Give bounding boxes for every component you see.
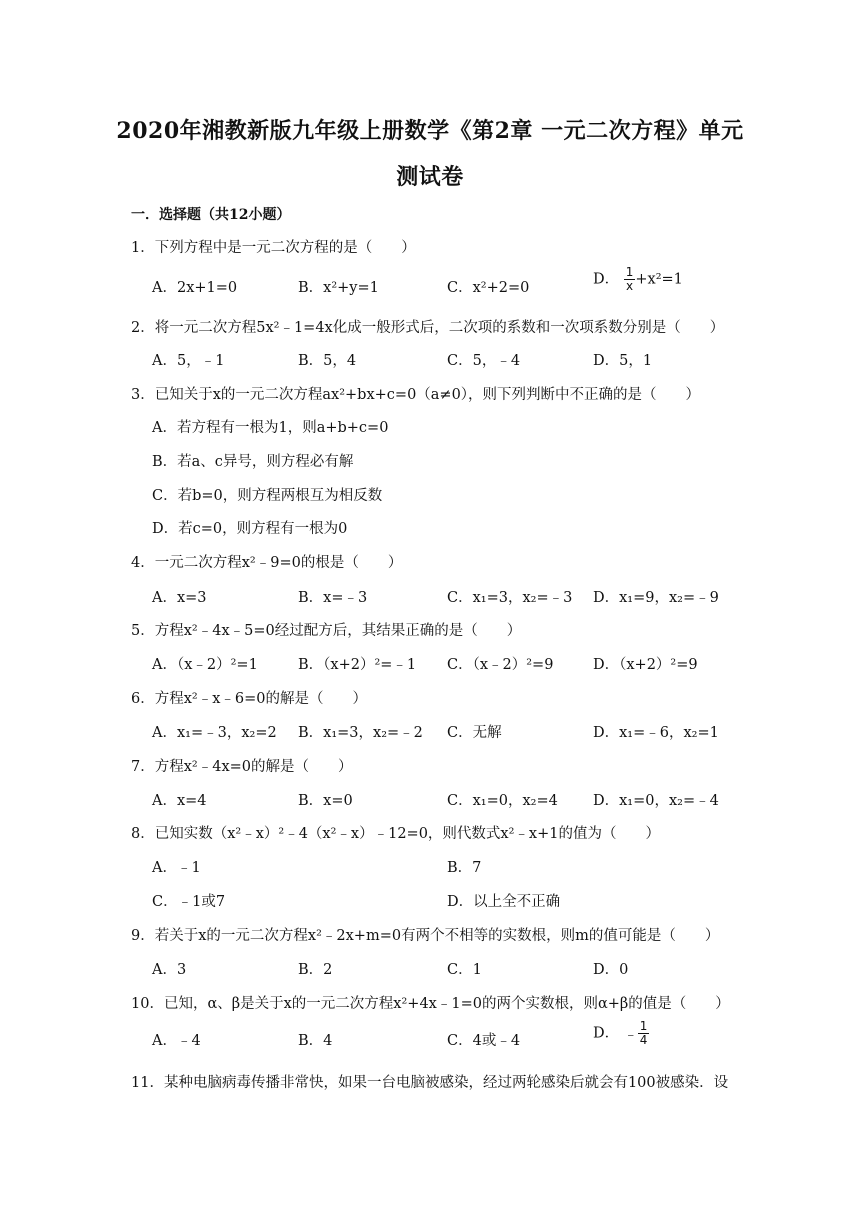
- question-1-option-d-label: D．: [593, 271, 620, 288]
- question-7-stem: 7．方程x²﹣4x=0的解是（ ）: [131, 759, 353, 775]
- question-4-option-b: B．x=﹣3: [298, 590, 368, 606]
- question-10-option-d: [593, 1020, 649, 1047]
- question-2-option-b: B．5，4: [298, 353, 357, 369]
- question-7-option-c: C．x₁=0，x₂=4: [447, 793, 558, 809]
- question-9-option-d: D．0: [593, 962, 629, 978]
- question-9-option-b: B．2: [298, 962, 333, 978]
- question-7-option-d: D．x₁=0，x₂=﹣4: [593, 793, 719, 809]
- question-11-stem: 11．某种电脑病毒传播非常快，如果一台电脑被感染，经过两轮感染后就会有100被感染．设: [131, 1075, 729, 1091]
- question-8-option-d: D．以上全不正确: [447, 894, 561, 910]
- question-9-option-a: A．3: [152, 962, 187, 978]
- question-8-option-c: C．﹣1或7: [152, 894, 226, 910]
- question-5-option-a: A．（x﹣2）²=1: [152, 657, 258, 673]
- section-heading: 一．选择题（共12小题）: [131, 207, 291, 223]
- question-1-option-c: C．x²+2=0: [447, 280, 530, 296]
- document-title-line-2: 测试卷: [396, 164, 464, 190]
- question-8-stem: 8．已知实数（x²﹣x）²﹣4（x²﹣x）﹣12=0，则代数式x²﹣x+1的值为（ ）: [131, 826, 660, 842]
- question-1-option-b: B．x²+y=1: [298, 280, 379, 296]
- question-9-option-c: C．1: [447, 962, 482, 978]
- question-6-option-b: B．x₁=3，x₂=﹣2: [298, 725, 423, 741]
- question-6-option-c: C．无解: [447, 725, 502, 741]
- question-3-option-b: B．若a、c异号，则方程必有解: [152, 454, 354, 470]
- question-3-option-d: D．若c=0，则方程有一根为0: [152, 521, 348, 537]
- question-2-stem: 2．将一元二次方程5x²﹣1=4x化成一般形式后，二次项的系数和一次项系数分别是（ ）: [131, 320, 725, 336]
- question-1-option-a: A．2x+1=0: [152, 280, 238, 296]
- question-2-option-c: C．5，﹣4: [447, 353, 521, 369]
- question-1-option-d: [593, 266, 683, 293]
- question-10-stem: 10．已知，α、β是关于x的一元二次方程x²+4x﹣1=0的两个实数根，则α+β的值是（ ）: [131, 996, 730, 1012]
- question-2-option-a: A．5，﹣1: [152, 353, 225, 369]
- question-1-option-d-rest: +x²=1: [635, 271, 683, 288]
- question-3-stem: 3．已知关于x的一元二次方程ax²+bx+c=0（a≠0），则下列判断中不正确的是（ ）: [131, 387, 701, 403]
- question-5-option-b: B．（x+2）²=﹣1: [298, 657, 417, 673]
- question-5-option-d: D．（x+2）²=9: [593, 657, 698, 673]
- question-6-option-d: D．x₁=﹣6，x₂=1: [593, 725, 719, 741]
- question-10-option-d-label: D．: [593, 1025, 620, 1042]
- question-6-option-a: A．x₁=﹣3，x₂=2: [152, 725, 277, 741]
- question-3-option-c: C．若b=0，则方程两根互为相反数: [152, 488, 383, 504]
- question-4-option-d: D．x₁=9，x₂=﹣9: [593, 590, 719, 606]
- question-4-stem: 4．一元二次方程x²﹣9=0的根是（ ）: [131, 555, 403, 571]
- question-4-option-c: C．x₁=3，x₂=﹣3: [447, 590, 573, 606]
- question-1-stem: 1．下列方程中是一元二次方程的是（ ）: [131, 240, 416, 256]
- fraction-1-over-x: $\frac{1}{x}$: [625, 265, 634, 293]
- question-7-option-a: A．x=4: [152, 793, 207, 809]
- question-10-option-c: C．4或﹣4: [447, 1033, 521, 1049]
- question-8-option-a: A．﹣1: [152, 860, 201, 876]
- question-3-option-a: A．若方程有一根为1，则a+b+c=0: [152, 420, 389, 436]
- question-5-stem: 5．方程x²﹣4x﹣5=0经过配方后，其结果正确的是（ ）: [131, 623, 522, 639]
- question-8-option-b: B．7: [447, 860, 482, 876]
- question-10-option-d-sign: ﹣: [623, 1026, 638, 1043]
- question-2-option-d: D．5，1: [593, 353, 653, 369]
- document-title-line-1: 2020年湘教新版九年级上册数学《第2章 一元二次方程》单元: [116, 118, 744, 144]
- question-5-option-c: C．（x﹣2）²=9: [447, 657, 554, 673]
- question-10-option-a: A．﹣4: [152, 1033, 201, 1049]
- question-4-option-a: A．x=3: [152, 590, 207, 606]
- fraction-1-over-4: $\frac{1}{4}$: [639, 1019, 648, 1047]
- question-6-stem: 6．方程x²﹣x﹣6=0的解是（ ）: [131, 691, 367, 707]
- question-10-option-b: B．4: [298, 1033, 333, 1049]
- question-7-option-b: B．x=0: [298, 793, 353, 809]
- question-9-stem: 9．若关于x的一元二次方程x²﹣2x+m=0有两个不相等的实数根，则m的值可能是（ ）: [131, 928, 720, 944]
